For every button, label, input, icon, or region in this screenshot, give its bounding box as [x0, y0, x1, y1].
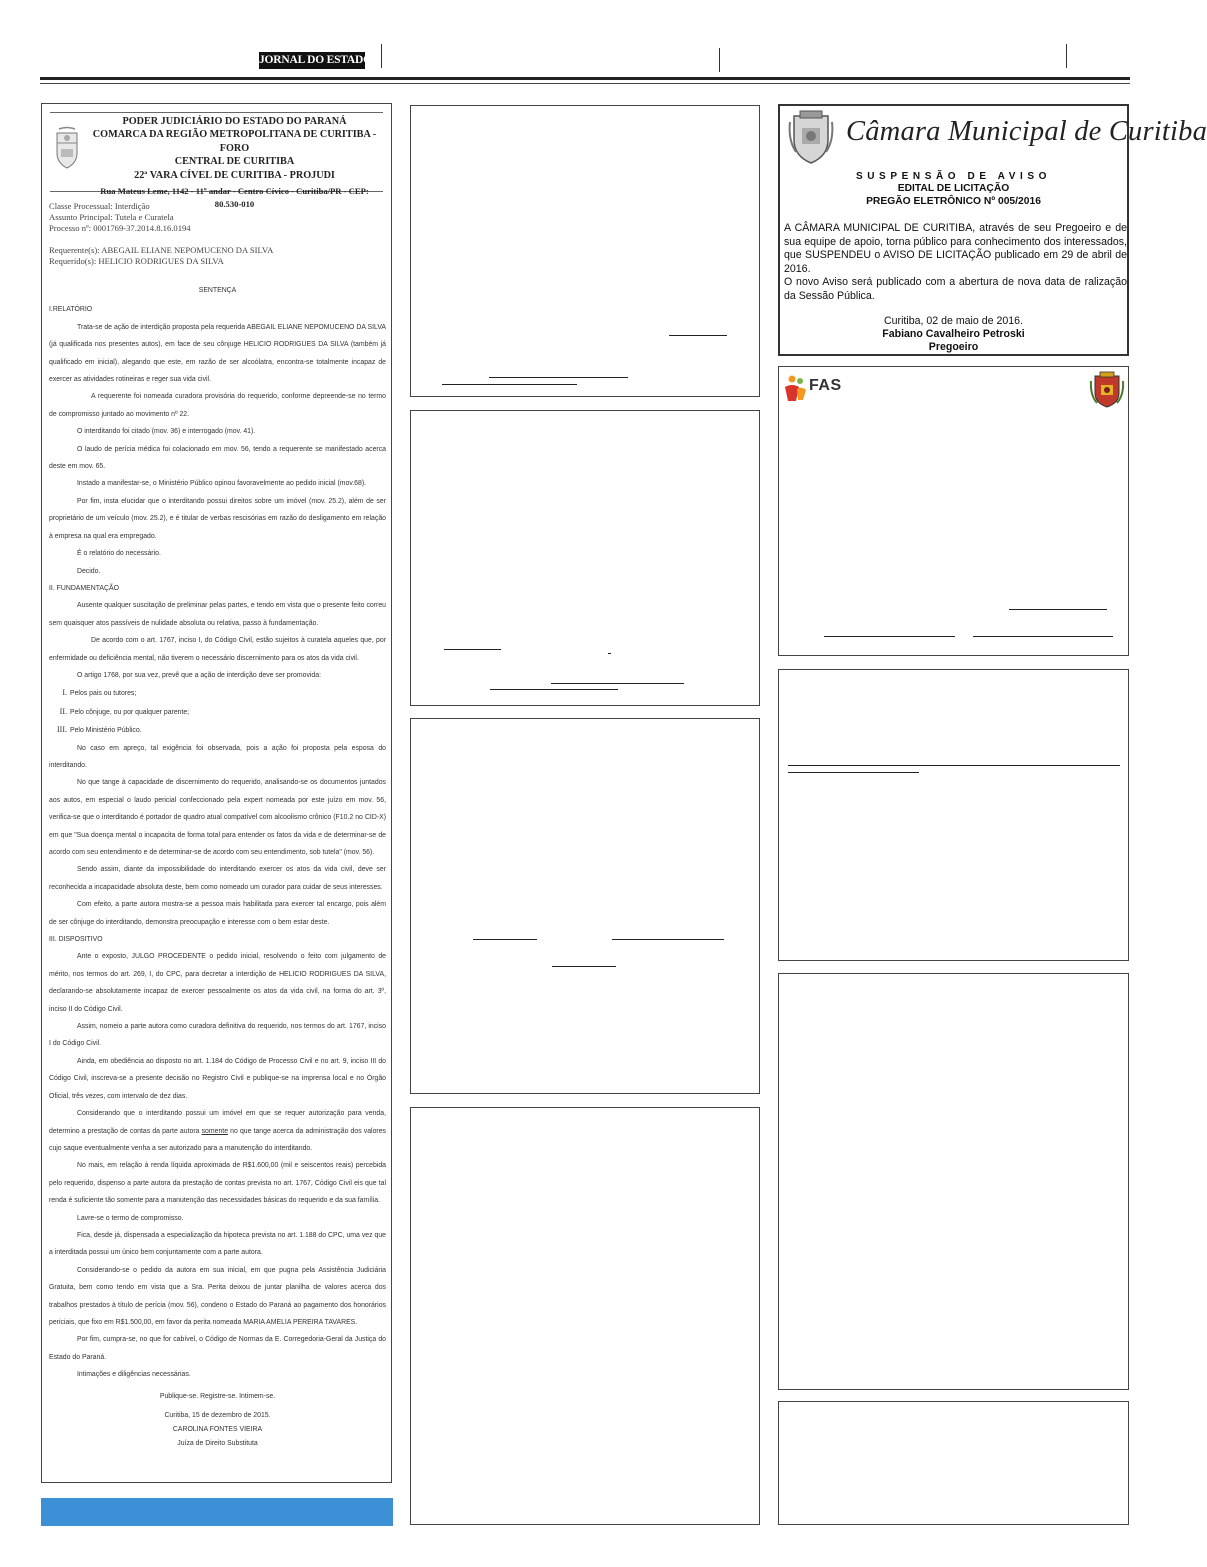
sentence-body — [49, 282, 386, 1451]
header-rule — [40, 83, 1130, 84]
camara-municipal-notice — [778, 104, 1207, 356]
notice-number: PREGÃO ELETRÔNICO Nº 005/2016 — [866, 196, 1041, 207]
underline-mark — [473, 939, 537, 940]
section-title: I.RELATÓRIO — [49, 306, 93, 314]
signer-role: Pregoeiro — [928, 341, 979, 353]
paragraph: O artigo 1768, por sua vez, prevê que a ação de interdição deve ser promovida: — [77, 671, 321, 679]
paragraph: A requerente foi nomeada curadora provisória do requerido, conforme depreende-se no termo de compromisso juntado ao movimento nº 22. — [49, 393, 386, 418]
notice-paragraph: A CÂMARA MUNICIPAL DE CURITIBA, através de seu Pregoeiro e de sua equipe de apoio, torna público para conhecimento dos interessados, que SUSPENDEU o AVISO DE LICITAÇÃO publicado em 29 de abril de 2016. — [784, 222, 1127, 275]
notice-date: Curitiba, 02 de maio de 2016. — [884, 315, 1023, 327]
underline-mark — [490, 689, 618, 690]
paragraph: No que tange à capacidade de discernimento do requerido, analisando-se os documentos juntados aos autos, em especial o laudo pericial confeccionado pela expert nomeada por este juízo em mov. 56, verifica-se que o interditando é portador de quadro atual compatível com alcoolismo crônico (F10.2 no CID-X) em que "Sua doença mental o incapacita de forma total para entender os fatos da vida e de determinar-se de acordo com seu entendimento e de determinar-se de acordo com seu entendimento, sob tutela" (mov. 56). — [49, 779, 386, 856]
list-item: II. Pelo cônjuge, ou por qualquer parente; — [59, 706, 190, 716]
underline-mark — [788, 765, 1120, 766]
underline-mark — [444, 649, 501, 650]
paragraph: De acordo com o art. 1767, inciso I, do Código Civil, estão sujeitos à curatela aqueles que, por enfermidade ou deficiência mental, não tiverem o necessário discernimento para os atos da vida civil. — [49, 637, 386, 662]
parana-coat-of-arms-icon — [54, 127, 80, 171]
paragraph: No mais, em relação à renda líquida aproximada de R$1.600,00 (mil e seiscentos reais) percebida pelo requerido, dispenso a parte autora da prestação de contas prevista no art. 1767, Código Civil eis que tal renda é suficiente tão somente para a manutenção das necessidades básicas do requerido e da sua família. — [49, 1162, 386, 1205]
underline-mark — [442, 384, 577, 385]
section-title: II. FUNDAMENTAÇÃO — [49, 584, 119, 592]
underline-mark — [824, 636, 955, 637]
header-rule — [40, 77, 1130, 80]
notice-box-blank — [410, 105, 760, 397]
court-address: Rua Mateus Leme, 1142 - 11º andar - Centro Cívico - Curitiba/PR - CEP: 80.530-010 — [100, 186, 369, 210]
notice-box-blank — [778, 1401, 1129, 1525]
paragraph: O laudo de perícia médica foi colacionado em mov. 56, tendo a requerente se manifestado acerca deste em mov. 65. — [49, 445, 386, 471]
paragraph: O interditando foi citado (mov. 36) e interrogado (mov. 41). — [77, 428, 256, 436]
list-item: III. Pelo Ministério Público. — [57, 725, 142, 735]
paragraph: No caso em apreço, tal exigência foi observada, pois a ação foi proposta pela esposa do interditando. — [49, 744, 386, 769]
court-sentence-notice — [41, 103, 392, 1483]
court-title-line: PODER JUDICIÁRIO DO ESTADO DO PARANÁ — [122, 116, 347, 127]
underline-mark — [489, 377, 628, 378]
underline-mark — [612, 939, 724, 940]
defendant: Requerido(s): HELICIO RODRIGUES DA SILVA — [49, 256, 224, 266]
court-title-line: COMARCA DA REGIÃO METROPOLITANA DE CURITIBA - FORO — [92, 129, 377, 154]
paragraph: Fica, desde já, dispensada a especialização da hipoteca prevista no art. 1.188 do CPC, uma vez que a interditada possui um único bem conjuntamente com a parte autora. — [49, 1231, 386, 1257]
paragraph: Ante o exposto, JULGO PROCEDENTE o pedido inicial, resolvendo o feito com julgamento de mérito, nos termos do art. 269, I, do CPC, para decretar a interdição de HELICIO RODRIGUES DA SILVA, declarando-se absolutamente incapaz de exercer pessoalmente os atos da vida civil, na forma do art. 3º, inciso II do Código Civil. — [49, 953, 386, 1013]
paragraph: Ausente qualquer suscitação de preliminar pelas partes, e tendo em vista que o presente feito correu sem quaisquer atos passíveis de nulidade absoluta ou relativa, passo à fundamentação. — [49, 602, 386, 627]
paragraph: Lavre-se o termo de compromisso. — [77, 1214, 184, 1222]
notice-type: SUSPENSÃO DE AVISO — [855, 171, 1052, 182]
paragraph: Por fim, insta elucidar que o interditando possui direitos sobre um imóvel (mov. 25.2), além de ser proprietário de um veículo (mov. 25.2), e é titular de verbas rescisórias em razão do desligamento em relação à empresa na qual era empregado. — [49, 497, 386, 540]
notice-box-blank — [410, 1107, 760, 1525]
paragraph: Instado a manifestar-se, o Ministério Público opinou favoravelmente ao pedido inicial (mov.68). — [77, 480, 367, 488]
court-title-line: 22ª VARA CÍVEL DE CURITIBA - PROJUDI — [134, 169, 335, 181]
court-title-line: CENTRAL DE CURITIBA — [174, 156, 295, 168]
judge-role: Juíza de Direito Substituta — [177, 1440, 258, 1447]
accent-bar — [41, 1498, 393, 1526]
paragraph: Intimações e diligências necessárias. — [77, 1371, 191, 1379]
underline-mark — [1009, 609, 1107, 610]
fas-logo-text: FAS — [809, 377, 842, 394]
paragraph: Considerando-se o pedido da autora em sua inicial, em que pugna pela Assistência Judiciária Gratuita, bem como tendo em vista que a Sra. Perita deixou de juntar planilha de valores acerca dos trabalhos prestados à título de perícia (mov. 56), condeno o Estado do Paraná ao pagamento dos honorários periciais, que fixo em R$1.500,00, em favor da perita nomeada MARIA AMELIA PEREIRA TAVARES. — [49, 1266, 386, 1326]
case-subject: Assunto Principal: Tutela e Curatela — [49, 212, 174, 222]
notice-box-blank — [410, 718, 760, 1094]
underline-mark — [788, 772, 919, 773]
paragraph: Considerando que o interditando possui um imóvel em que se requer autorização para venda, determino a prestação de contas da parte autora somente no que tange acerca da administração dos valores cujo saque eventualmente venha a ser autorizado para a manutenção do interditando. — [49, 1110, 386, 1152]
sentence-heading: SENTENÇA — [198, 287, 237, 294]
signer-name: Fabiano Cavalheiro Petroski — [882, 328, 1025, 340]
underline-mark — [669, 335, 727, 336]
case-class: Classe Processual: Interdição — [49, 201, 150, 211]
fas-notice — [778, 366, 1129, 656]
underline-mark — [608, 653, 611, 654]
header-divider — [381, 44, 382, 68]
underline-mark — [973, 636, 1113, 637]
paragraph: Ainda, em obediência ao disposto no art. 1.184 do Código de Processo Civil e no art. 9, inciso III do Código Civil, inscreva-se a presente decisão no Registro Civil e publique-se na imprensa local e no Órgão Oficial, três vezes, com intervalo de dez dias. — [49, 1057, 386, 1100]
header-divider — [1066, 44, 1067, 68]
notice-paragraph: O novo Aviso será publicado com a abertura de nova data de ralização da Sessão Pública. — [784, 276, 1127, 302]
section-title: III. DISPOSITIVO — [49, 936, 103, 944]
closing-line: Publique-se. Registre-se. Intimem-se. — [159, 1392, 276, 1400]
list-item: I. Pelos pais ou tutores; — [62, 688, 137, 698]
paragraph: Decido. — [77, 567, 101, 575]
camara-header — [780, 106, 1207, 168]
case-number: Processo nº: 0001769-37.2014.8.16.0194 — [49, 223, 191, 233]
paragraph: É o relatório do necessário. — [77, 550, 161, 558]
curitiba-crest-icon — [1089, 371, 1125, 409]
sentence-date: Curitiba, 15 de dezembro de 2015. — [164, 1412, 271, 1419]
paragraph: Assim, nomeio a parte autora como curadora definitiva do requerido, nos termos do art. 1767, inciso I do Código Civil. — [49, 1023, 386, 1048]
notice-box-blank — [778, 973, 1129, 1390]
paragraph: Trata-se de ação de interdição proposta pela requerida ABEGAIL ELIANE NEPOMUCENO DA SILVA (já qualificada nos presentes autos), em face de seu cônjuge HELICIO RODRIGUES DA SILVA (também já qualificado em inicial), alegando que este, em razão de ser alcoólatra, encontra-se totalmente incapaz de exercer as atividades rotineiras e reger sua vida civil. — [49, 323, 386, 384]
notice-box-blank — [778, 669, 1129, 961]
camara-name: Câmara Municipal de Curitiba — [846, 116, 1207, 147]
header-divider — [719, 48, 720, 72]
paragraph: Por fim, cumpra-se, no que for cabível, o Código de Normas da E. Corregedoria-Geral da Justiça do Estado do Paraná. — [49, 1336, 386, 1361]
notice-subtype: EDITAL DE LICITAÇÃO — [897, 183, 1010, 194]
plaintiff: Requerente(s): ABEGAIL ELIANE NEPOMUCENO DA SILVA — [49, 245, 274, 255]
masthead — [0, 0, 1171, 90]
newspaper-logo: JORNAL DO ESTADO — [259, 52, 365, 69]
underline-mark — [551, 683, 684, 684]
paragraph: Sendo assim, diante da impossibilidade do interditando exercer os atos da vida civil, deve ser reconhecida a incapacidade absoluta deste, bem como nomeado um curador para cuidar de seus interesses. — [49, 866, 386, 891]
judge-name: CAROLINA FONTES VIEIRA — [172, 1426, 263, 1433]
curitiba-crest-icon — [786, 110, 836, 166]
paragraph: Com efeito, a parte autora mostra-se a pessoa mais habilitada para exercer tal encargo, pois além de ser cônjuge do interditando, demonstra preocupação e interesse com o bem estar deste. — [49, 901, 386, 926]
court-title-block — [86, 115, 383, 212]
underline-mark — [552, 966, 616, 967]
notice-box-blank — [410, 410, 760, 706]
